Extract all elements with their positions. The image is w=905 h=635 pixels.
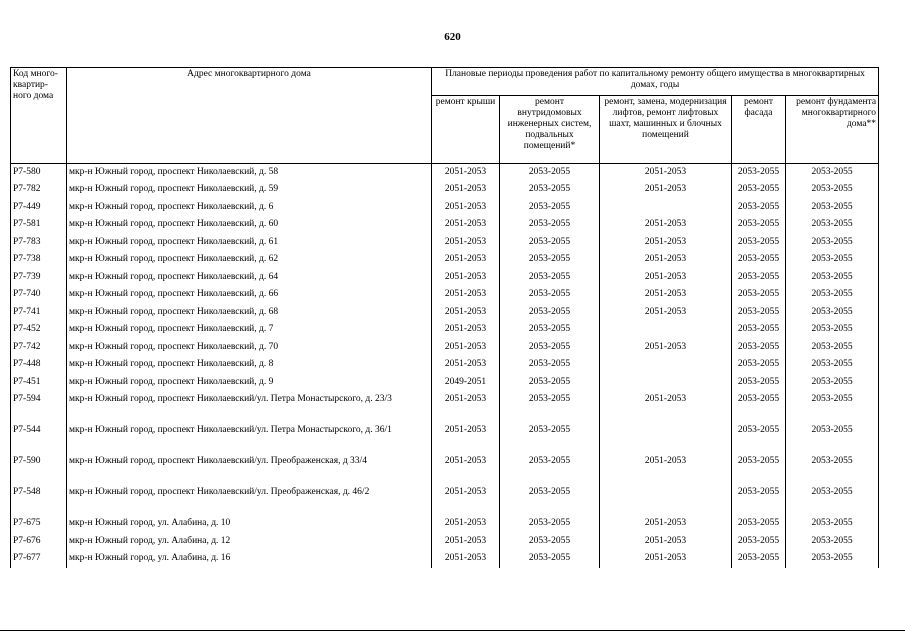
- foundation-period-cell: 2053-2055: [786, 199, 879, 217]
- engineering-period-cell: 2053-2055: [500, 269, 600, 287]
- engineering-period-cell: 2053-2055: [500, 484, 600, 515]
- roof-period-cell: 2051-2053: [432, 391, 500, 422]
- elevator-period-cell: [600, 374, 732, 392]
- house-code-cell: Р7-739: [11, 269, 67, 287]
- foundation-period-cell: 2053-2055: [786, 515, 879, 533]
- header-foundation-repair: ремонт фундамента многоквартирного дома**: [786, 96, 879, 164]
- facade-period-cell: 2053-2055: [732, 453, 786, 484]
- address-cell: мкр-н Южный город, проспект Николаевский, д. 58: [67, 164, 432, 182]
- address-cell: мкр-н Южный город, проспект Николаевский, д. 7: [67, 321, 432, 339]
- header-roof-repair: ремонт крыши: [432, 96, 500, 164]
- table-row: [11, 269, 879, 287]
- engineering-period-cell: 2053-2055: [500, 374, 600, 392]
- roof-period-cell: 2051-2053: [432, 484, 500, 515]
- facade-period-cell: 2053-2055: [732, 484, 786, 515]
- elevator-period-cell: [600, 356, 732, 374]
- table-row: [11, 391, 879, 422]
- roof-period-cell: 2051-2053: [432, 356, 500, 374]
- house-code-cell: Р7-452: [11, 321, 67, 339]
- elevator-period-cell: 2051-2053: [600, 453, 732, 484]
- foundation-period-cell: 2053-2055: [786, 533, 879, 551]
- foundation-period-cell: 2053-2055: [786, 304, 879, 322]
- house-code-cell: Р7-594: [11, 391, 67, 422]
- elevator-period-cell: 2051-2053: [600, 181, 732, 199]
- house-code-cell: Р7-738: [11, 251, 67, 269]
- address-cell: мкр-н Южный город, проспект Николаевский, д. 66: [67, 286, 432, 304]
- foundation-period-cell: 2053-2055: [786, 453, 879, 484]
- elevator-period-cell: 2051-2053: [600, 286, 732, 304]
- facade-period-cell: 2053-2055: [732, 234, 786, 252]
- address-cell: мкр-н Южный город, проспект Николаевский, д. 9: [67, 374, 432, 392]
- engineering-period-cell: 2053-2055: [500, 199, 600, 217]
- elevator-period-cell: 2051-2053: [600, 304, 732, 322]
- address-cell: мкр-н Южный город, проспект Николаевский/ул. Петра Монастырского, д. 23/3: [67, 391, 432, 422]
- table-row: [11, 286, 879, 304]
- engineering-period-cell: 2053-2055: [500, 304, 600, 322]
- table-row: [11, 453, 879, 484]
- foundation-period-cell: 2053-2055: [786, 374, 879, 392]
- table-body: [11, 164, 879, 568]
- foundation-period-cell: 2053-2055: [786, 550, 879, 568]
- table-row: [11, 533, 879, 551]
- table-row: [11, 515, 879, 533]
- engineering-period-cell: 2053-2055: [500, 216, 600, 234]
- address-cell: мкр-н Южный город, проспект Николаевский/ул. Преображенская, д 33/4: [67, 453, 432, 484]
- facade-period-cell: 2053-2055: [732, 391, 786, 422]
- engineering-period-cell: 2053-2055: [500, 453, 600, 484]
- elevator-period-cell: 2051-2053: [600, 533, 732, 551]
- house-code-cell: Р7-676: [11, 533, 67, 551]
- engineering-period-cell: 2053-2055: [500, 422, 600, 453]
- elevator-period-cell: 2051-2053: [600, 164, 732, 182]
- roof-period-cell: 2051-2053: [432, 269, 500, 287]
- engineering-period-cell: 2053-2055: [500, 164, 600, 182]
- facade-period-cell: 2053-2055: [732, 164, 786, 182]
- engineering-period-cell: 2053-2055: [500, 251, 600, 269]
- foundation-period-cell: 2053-2055: [786, 234, 879, 252]
- table-row: [11, 181, 879, 199]
- facade-period-cell: 2053-2055: [732, 321, 786, 339]
- header-engineering-repair: ремонт внутридомовых инженерных систем, подвальных помещений*: [500, 96, 600, 164]
- foundation-period-cell: 2053-2055: [786, 339, 879, 357]
- page-bottom-rule: [0, 630, 905, 631]
- elevator-period-cell: [600, 484, 732, 515]
- house-code-cell: Р7-741: [11, 304, 67, 322]
- roof-period-cell: 2051-2053: [432, 164, 500, 182]
- engineering-period-cell: 2053-2055: [500, 515, 600, 533]
- address-cell: мкр-н Южный город, ул. Алабина, д. 12: [67, 533, 432, 551]
- facade-period-cell: 2053-2055: [732, 339, 786, 357]
- elevator-period-cell: 2051-2053: [600, 251, 732, 269]
- table-row: [11, 422, 879, 453]
- roof-period-cell: 2051-2053: [432, 550, 500, 568]
- house-code-cell: Р7-742: [11, 339, 67, 357]
- address-cell: мкр-н Южный город, ул. Алабина, д. 10: [67, 515, 432, 533]
- address-cell: мкр-н Южный город, проспект Николаевский, д. 68: [67, 304, 432, 322]
- roof-period-cell: 2051-2053: [432, 515, 500, 533]
- roof-period-cell: 2051-2053: [432, 453, 500, 484]
- roof-period-cell: 2051-2053: [432, 339, 500, 357]
- page-number: 620: [444, 31, 461, 43]
- elevator-period-cell: 2051-2053: [600, 391, 732, 422]
- engineering-period-cell: 2053-2055: [500, 533, 600, 551]
- address-cell: мкр-н Южный город, проспект Николаевский, д. 64: [67, 269, 432, 287]
- elevator-period-cell: 2051-2053: [600, 550, 732, 568]
- roof-period-cell: 2051-2053: [432, 533, 500, 551]
- elevator-period-cell: 2051-2053: [600, 269, 732, 287]
- table-row: [11, 164, 879, 182]
- elevator-period-cell: 2051-2053: [600, 216, 732, 234]
- header-house-code: Код много-квартир-ного дома: [11, 68, 67, 164]
- house-code-cell: Р7-544: [11, 422, 67, 453]
- header-facade-repair: ремонт фасада: [732, 96, 786, 164]
- elevator-period-cell: [600, 422, 732, 453]
- facade-period-cell: 2053-2055: [732, 269, 786, 287]
- address-cell: мкр-н Южный город, проспект Николаевский, д. 61: [67, 234, 432, 252]
- table-row: [11, 304, 879, 322]
- address-cell: мкр-н Южный город, проспект Николаевский/ул. Преображенская, д. 46/2: [67, 484, 432, 515]
- elevator-period-cell: 2051-2053: [600, 515, 732, 533]
- house-code-cell: Р7-448: [11, 356, 67, 374]
- facade-period-cell: 2053-2055: [732, 515, 786, 533]
- address-cell: мкр-н Южный город, проспект Николаевский, д. 62: [67, 251, 432, 269]
- roof-period-cell: 2051-2053: [432, 286, 500, 304]
- address-cell: мкр-н Южный город, проспект Николаевский, д. 59: [67, 181, 432, 199]
- engineering-period-cell: 2053-2055: [500, 391, 600, 422]
- table-row: [11, 321, 879, 339]
- table-row: [11, 199, 879, 217]
- table-row: [11, 234, 879, 252]
- house-code-cell: Р7-449: [11, 199, 67, 217]
- engineering-period-cell: 2053-2055: [500, 286, 600, 304]
- roof-period-cell: 2051-2053: [432, 234, 500, 252]
- address-cell: мкр-н Южный город, ул. Алабина, д. 16: [67, 550, 432, 568]
- facade-period-cell: 2053-2055: [732, 304, 786, 322]
- house-code-cell: Р7-675: [11, 515, 67, 533]
- facade-period-cell: 2053-2055: [732, 550, 786, 568]
- house-code-cell: Р7-580: [11, 164, 67, 182]
- foundation-period-cell: 2053-2055: [786, 269, 879, 287]
- table-row: [11, 374, 879, 392]
- house-code-cell: Р7-548: [11, 484, 67, 515]
- address-cell: мкр-н Южный город, проспект Николаевский, д. 6: [67, 199, 432, 217]
- elevator-period-cell: 2051-2053: [600, 234, 732, 252]
- facade-period-cell: 2053-2055: [732, 181, 786, 199]
- facade-period-cell: 2053-2055: [732, 251, 786, 269]
- roof-period-cell: 2051-2053: [432, 216, 500, 234]
- foundation-period-cell: 2053-2055: [786, 181, 879, 199]
- header-elevator-repair: ремонт, замена, модернизация лифтов, ремонт лифтовых шахт, машинных и блочных помещений: [600, 96, 732, 164]
- roof-period-cell: 2051-2053: [432, 199, 500, 217]
- facade-period-cell: 2053-2055: [732, 199, 786, 217]
- foundation-period-cell: 2053-2055: [786, 321, 879, 339]
- table-row: [11, 216, 879, 234]
- roof-period-cell: 2051-2053: [432, 181, 500, 199]
- roof-period-cell: 2051-2053: [432, 422, 500, 453]
- table-row: [11, 484, 879, 515]
- table-row: [11, 356, 879, 374]
- house-code-cell: Р7-782: [11, 181, 67, 199]
- address-cell: мкр-н Южный город, проспект Николаевский, д. 8: [67, 356, 432, 374]
- roof-period-cell: 2049-2051: [432, 374, 500, 392]
- engineering-period-cell: 2053-2055: [500, 356, 600, 374]
- foundation-period-cell: 2053-2055: [786, 356, 879, 374]
- elevator-period-cell: [600, 199, 732, 217]
- foundation-period-cell: 2053-2055: [786, 286, 879, 304]
- facade-period-cell: 2053-2055: [732, 356, 786, 374]
- roof-period-cell: 2051-2053: [432, 321, 500, 339]
- foundation-period-cell: 2053-2055: [786, 164, 879, 182]
- address-cell: мкр-н Южный город, проспект Николаевский, д. 60: [67, 216, 432, 234]
- house-code-cell: Р7-590: [11, 453, 67, 484]
- foundation-period-cell: 2053-2055: [786, 484, 879, 515]
- foundation-period-cell: 2053-2055: [786, 251, 879, 269]
- foundation-period-cell: 2053-2055: [786, 422, 879, 453]
- facade-period-cell: 2053-2055: [732, 216, 786, 234]
- engineering-period-cell: 2053-2055: [500, 550, 600, 568]
- facade-period-cell: 2053-2055: [732, 533, 786, 551]
- roof-period-cell: 2051-2053: [432, 251, 500, 269]
- capital-repair-table: [10, 67, 879, 568]
- facade-period-cell: 2053-2055: [732, 422, 786, 453]
- table-row: [11, 251, 879, 269]
- address-cell: мкр-н Южный город, проспект Николаевский/ул. Петра Монастырского, д. 36/1: [67, 422, 432, 453]
- table-row: [11, 339, 879, 357]
- elevator-period-cell: [600, 321, 732, 339]
- address-cell: мкр-н Южный город, проспект Николаевский, д. 70: [67, 339, 432, 357]
- engineering-period-cell: 2053-2055: [500, 339, 600, 357]
- table-row: [11, 550, 879, 568]
- house-code-cell: Р7-451: [11, 374, 67, 392]
- engineering-period-cell: 2053-2055: [500, 181, 600, 199]
- roof-period-cell: 2051-2053: [432, 304, 500, 322]
- foundation-period-cell: 2053-2055: [786, 216, 879, 234]
- header-address: Адрес многоквартирного дома: [67, 68, 432, 164]
- house-code-cell: Р7-677: [11, 550, 67, 568]
- facade-period-cell: 2053-2055: [732, 374, 786, 392]
- engineering-period-cell: 2053-2055: [500, 234, 600, 252]
- engineering-period-cell: 2053-2055: [500, 321, 600, 339]
- house-code-cell: Р7-740: [11, 286, 67, 304]
- elevator-period-cell: 2051-2053: [600, 339, 732, 357]
- header-planned-periods: Плановые периоды проведения работ по капитальному ремонту общего имущества в многоквартирных домах, годы: [432, 68, 879, 96]
- facade-period-cell: 2053-2055: [732, 286, 786, 304]
- foundation-period-cell: 2053-2055: [786, 391, 879, 422]
- house-code-cell: Р7-783: [11, 234, 67, 252]
- house-code-cell: Р7-581: [11, 216, 67, 234]
